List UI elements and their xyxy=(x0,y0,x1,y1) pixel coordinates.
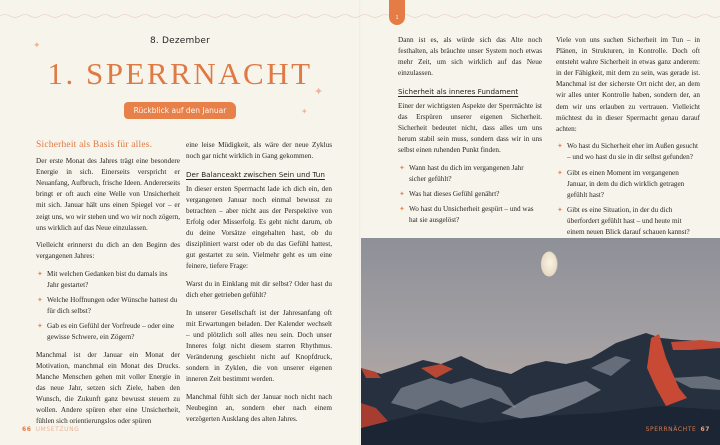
paragraph: Warst du in Einklang mit dir selbst? Oder hast du dich eher getrieben gefühlt? xyxy=(186,280,332,300)
text-column-3 xyxy=(398,35,542,232)
list-item: ✦ Mit welchen Gedanken bist du damals ins Jahr gestartet? xyxy=(37,269,168,290)
landscape-illustration xyxy=(361,238,720,445)
paragraph: Vielleicht erinnerst du dich an den Beginn des vergangenen Jahres: xyxy=(36,241,180,261)
section-label: UMSETZUNG xyxy=(35,426,80,433)
list-item: ✦ Wo hast du Unsicherheit gespürt – und was hat sie ausgelöst? xyxy=(399,205,534,225)
page-footer-right xyxy=(646,426,710,433)
paragraph: Der erste Monat des Jahres trägt eine besondere Energie in sich. Einerseits verspricht er Neuanfang, Aufbruch, frische Ideen. Andererseits bringt er oft auch eine Welle von Unsicherheit mit sich. Januar hält uns einen Spiegel vor – er zeigt uns, wo wir stehen und wo wir noch zögern, uns wirklich auf das Neue einzulassen. xyxy=(36,157,180,232)
page-footer-left xyxy=(22,426,79,433)
paragraph: In unserer Gesellschaft ist der Jahresanfang oft mit Erwartungen beladen. Der Kalender wechselt – und plötzlich soll alles neu sein. Doch unser Inneres folgt nicht diesem starren Rhythmus. Veränderung geschieht nicht auf Knopfdruck, sondern in Zyklen, die von unserer eigenen inneren Zeit bestimmt werden. xyxy=(186,308,332,384)
section-label: SPERRNÄCHTE xyxy=(645,426,697,433)
question-list xyxy=(398,163,542,226)
question-list xyxy=(36,269,180,344)
list-item: ✦ Gibt es eine Situation, in der du dich überfordert gefühlt hast – und heute mit einem neuen Blick darauf schauen kannst? xyxy=(557,205,690,236)
section-subheading: Der Balanceakt zwischen Sein und Tun xyxy=(186,169,325,179)
list-item: ✦ Was hat dieses Gefühl genährt? xyxy=(398,189,542,200)
list-item: ✦ Wo hast du Sicherheit eher im Außen gesucht – und wo hast du sie in dir selbst gefunden? xyxy=(557,142,698,162)
star-bullet-icon: ✦ xyxy=(37,296,43,305)
page-number: 66 xyxy=(22,426,32,433)
text-column-1 xyxy=(36,140,180,434)
star-bullet-icon: ✦ xyxy=(399,163,405,172)
star-bullet-icon: ✦ xyxy=(37,269,43,278)
paragraph: Manchmal fühlt sich der Januar noch nicht nach Neubeginn an, sondern eher nach einem verzögerten Ausklang des alten Jahres. xyxy=(186,392,332,424)
text-column-2 xyxy=(186,140,332,432)
star-bullet-icon: ✦ xyxy=(37,322,43,331)
star-bullet-icon: ✦ xyxy=(399,190,405,199)
wavy-divider xyxy=(0,12,360,20)
page-title: 1. SPERRNACHT xyxy=(47,56,313,91)
date-label: 8. Dezember xyxy=(149,36,211,46)
page-number: 67 xyxy=(700,426,710,433)
paragraph: In dieser ersten Sperrnacht lade ich dich ein, den vergangenen Januar noch einmal bewusst zu betrachten – aber nicht aus der Perspektive von Erfolg oder Misserfolg. Es geht nicht darum, ob du deine Vorsätze eingehalten hast, ob du diszipliniert warst oder ob du das Gefühl hattest, gut gestartet zu sein. Vielmehr geht es um eine feinere, tiefere Frage: xyxy=(186,184,332,271)
section-subheading: Sicherheit als inneres Fundament xyxy=(398,86,519,96)
chapter-number: 1 xyxy=(395,15,399,21)
star-bullet-icon: ✦ xyxy=(557,205,563,214)
text-column-4 xyxy=(556,35,700,244)
list-item: ✦ Gibt es einen Moment im vergangenen Januar, in dem du dich wirklich getragen gefühlt hast? xyxy=(557,168,685,199)
section-heading: Sicherheit als Basis für alles. xyxy=(36,140,153,150)
subtitle-pill: Rückblick auf den Januar xyxy=(124,102,236,119)
paragraph: eine leise Müdigkeit, als wäre der neue Zyklus noch gar nicht wirklich in Gang gekommen. xyxy=(186,141,332,161)
star-bullet-icon: ✦ xyxy=(557,168,563,177)
sparkle-icon: ✦ xyxy=(314,85,324,98)
list-item: ✦ Wann hast du dich im vergangenen Jahr sicher gefühlt? xyxy=(399,163,524,184)
sparkle-icon: ✦ xyxy=(301,107,308,116)
mountain-moon-photo xyxy=(361,238,720,445)
question-list xyxy=(556,141,700,238)
paragraph: Dann ist es, als würde sich das Alte noch festhalten, als bräuchte unser System noch etwas mehr Zeit, um sich wirklich auf das Neue einzulassen. xyxy=(398,36,542,78)
paragraph: Viele von uns suchen Sicherheit im Tun – in Plänen, in Strukturen, in Kontrolle. Doch oft entsteht wahre Sicherheit in etwas ganz anderem: in der Fähigkeit, mit dem zu sein, was gerade ist. Manchmal ist der sicherste Ort nicht der, an dem wir alles unter Kontrolle haben, sondern der, an dem wir uns erlauben zu vertrauen. Vielleicht möchtest du in dieser Sperrnacht genau darauf achten: xyxy=(556,36,700,133)
chapter-tab xyxy=(389,0,405,25)
paragraph: Manchmal ist der Januar ein Monat der Motivation, manchmal ein Monat des Drucks. Manche Menschen gehen mit voller Energie in das neue Jahr, setzen sich Ziele, haben den Wunsch, die Zukunft ganz bewusst steuern zu wollen. Andere spüren eher eine Unsicherheit, fühlen sich orientierungslos oder spüren xyxy=(36,350,180,426)
star-bullet-icon: ✦ xyxy=(557,142,563,151)
star-bullet-icon: ✦ xyxy=(399,205,405,214)
list-item: ✦ Welche Hoffnungen oder Wünsche hattest du für dich selbst? xyxy=(37,296,178,316)
sparkle-icon: ✦ xyxy=(33,41,41,51)
wavy-divider xyxy=(360,12,720,20)
list-item: ✦ Gab es ein Gefühl der Vorfreude – oder eine gewisse Schwere, ein Zögern? xyxy=(37,322,175,342)
paragraph: Einer der wichtigsten Aspekte der Sperrnächte ist das Erspüren unserer eigenen Sicherheit. Sicherheit bedeutet nicht, dass alles um uns herum stabil sein muss, sondern dass wir in uns selbst einen ruhenden Punkt finden. xyxy=(398,101,542,155)
